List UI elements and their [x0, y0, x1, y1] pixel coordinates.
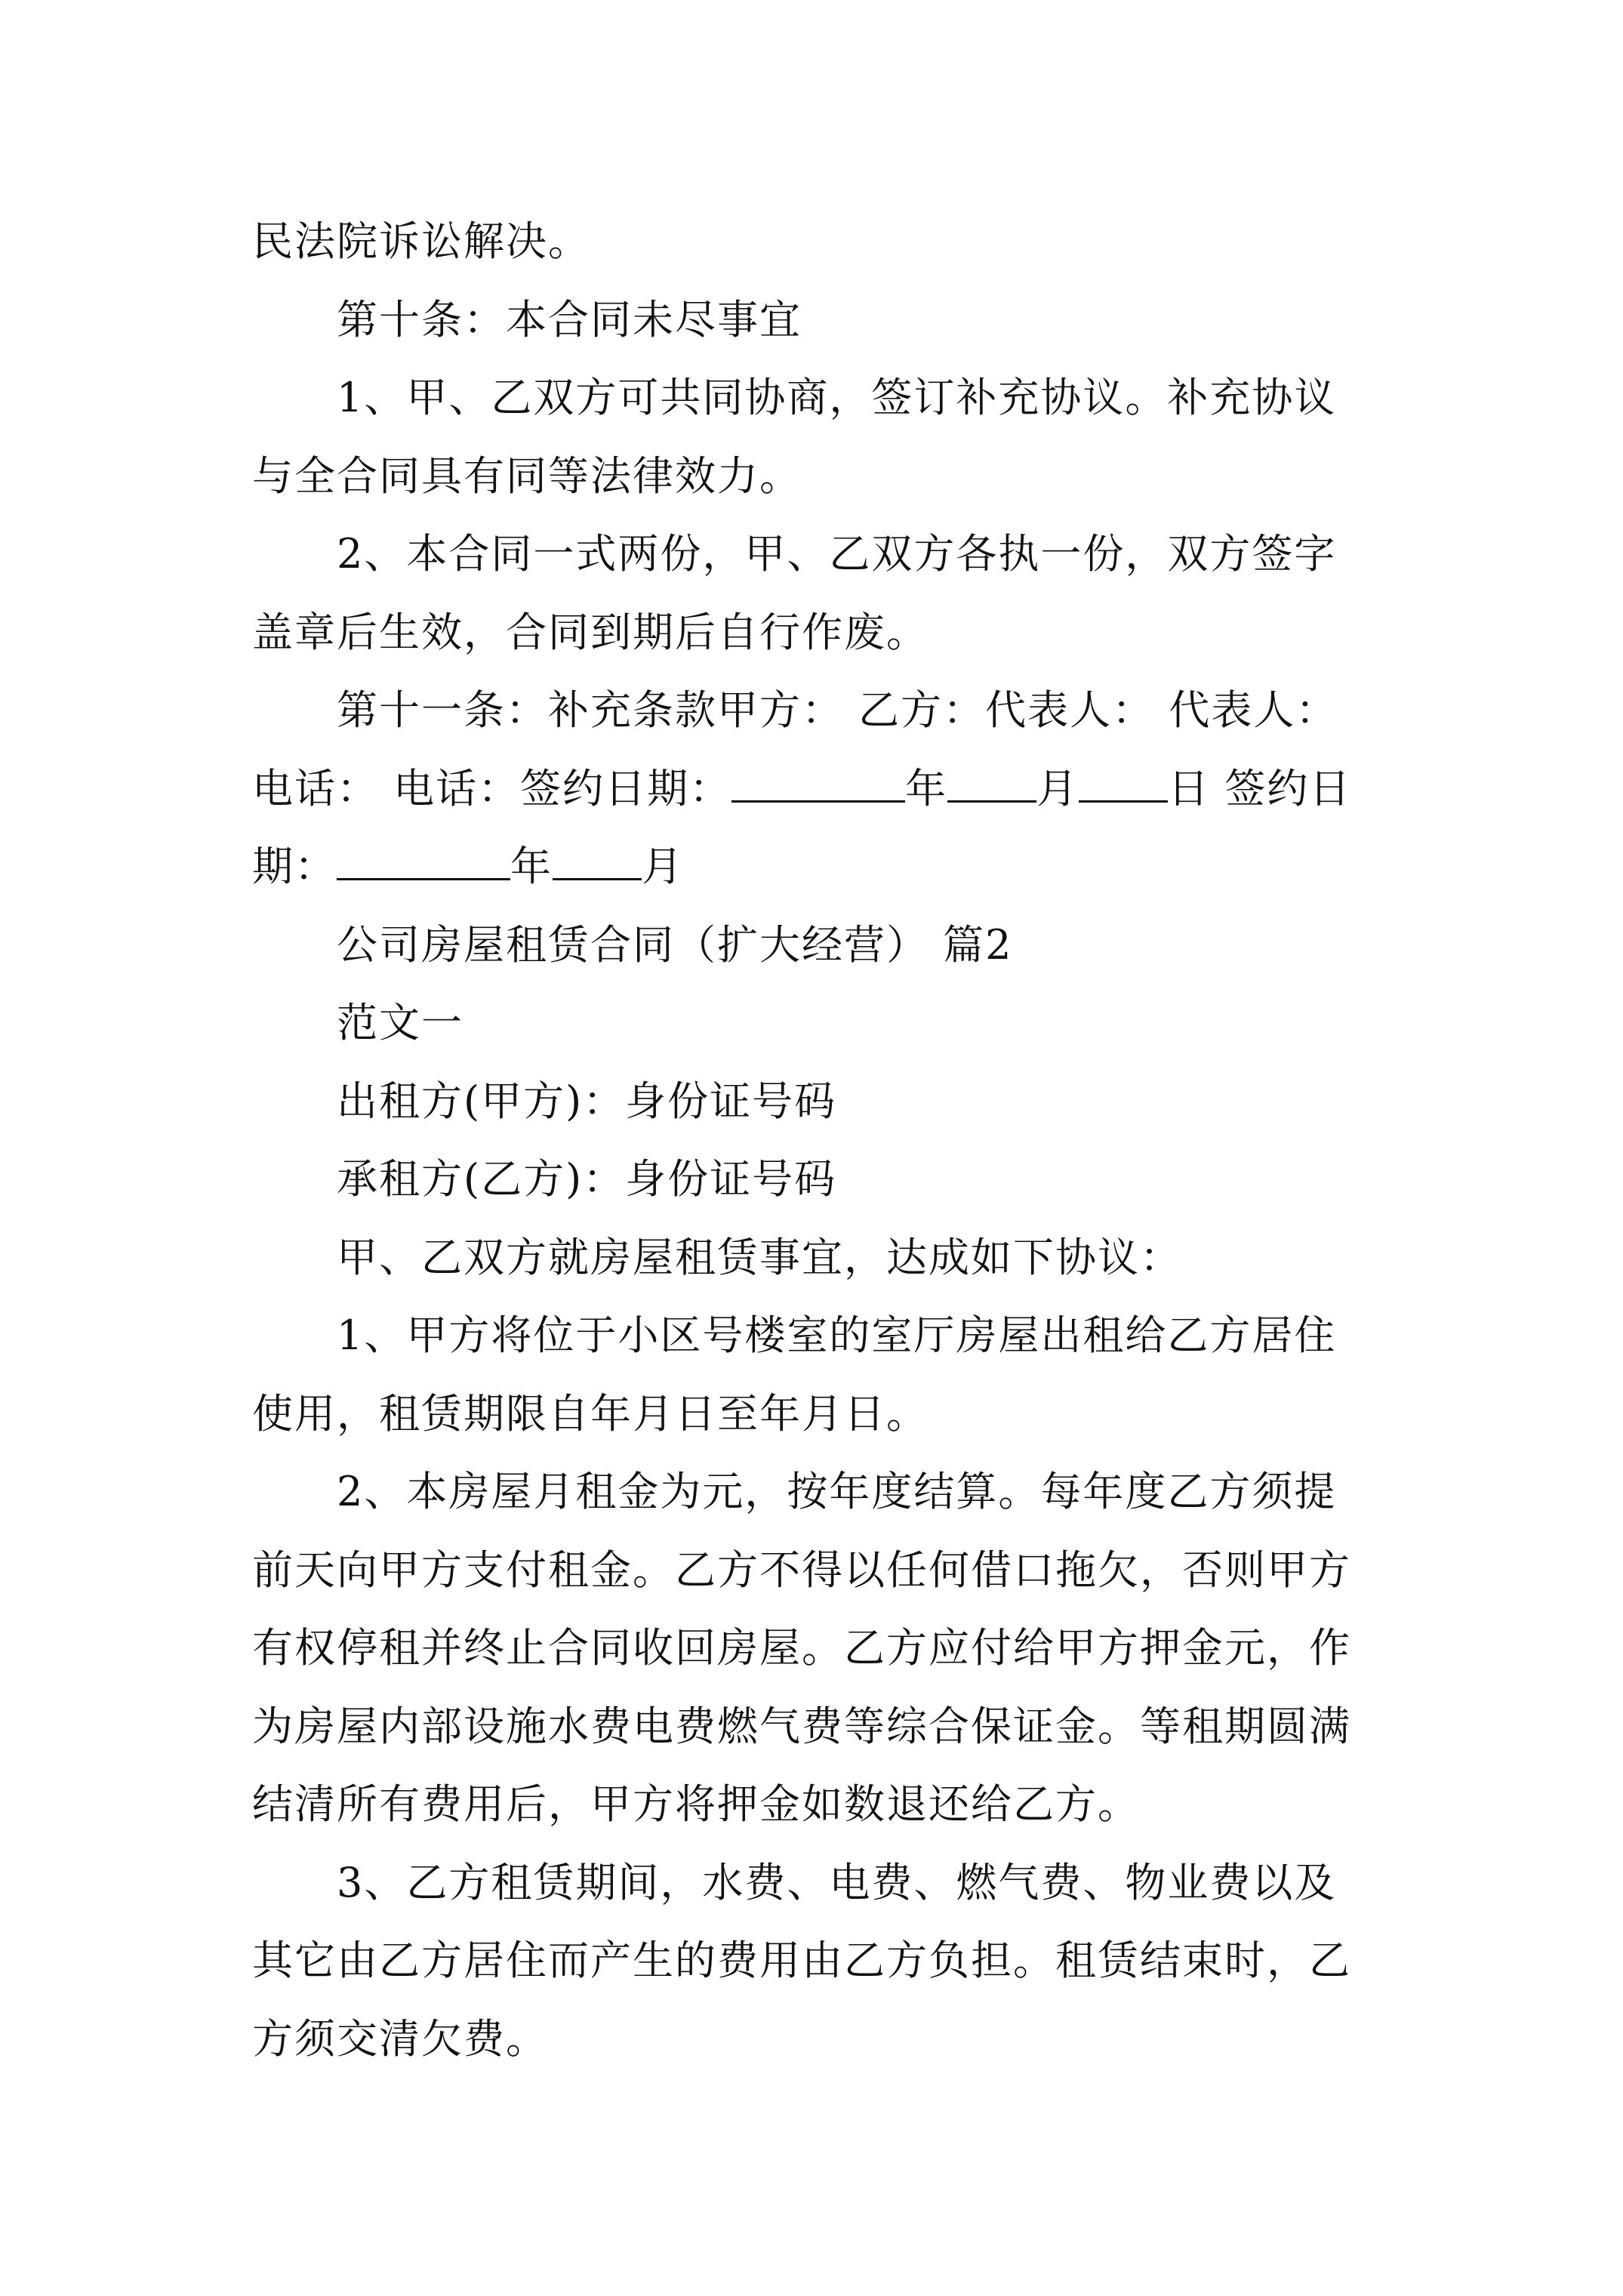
- text-line: 前天向甲方支付租金。乙方不得以任何借口拖欠，否则甲方: [252, 1546, 1351, 1594]
- text-line: 民法院诉讼解决。: [252, 217, 590, 265]
- blank-underline: [1079, 758, 1168, 803]
- section-heading-10: 第十条：本合同未尽事宜: [337, 295, 802, 344]
- text-line: 为房屋内部设施水费电费燃气费等综合保证金。等租期圆满: [252, 1702, 1351, 1750]
- lessor-line: 出租方(甲方)：身份证号码: [337, 1077, 837, 1125]
- blank-underline: [553, 836, 642, 880]
- text-segment: 年: [905, 764, 948, 812]
- text-line: 1、甲方将位于小区号楼室的室厅房屋出租给乙方居住: [337, 1311, 1337, 1359]
- text-line: 方须交清欠费。: [252, 2014, 548, 2063]
- blank-underline: [731, 758, 905, 803]
- blank-underline: [337, 836, 510, 880]
- blank-underline: [947, 758, 1036, 803]
- text-segment: 月: [642, 843, 684, 890]
- text-segment: 期：: [252, 843, 337, 890]
- text-line: 甲、乙双方就房屋租赁事宜，达成如下协议：: [337, 1233, 1182, 1281]
- text-line: 有权停租并终止合同收回房屋。乙方应付给甲方押金元，作: [252, 1624, 1351, 1672]
- text-line: 3、乙方租赁期间，水费、电费、燃气费、物业费以及: [337, 1858, 1337, 1906]
- text-segment: 电话： 电话：签约日期：: [252, 764, 732, 812]
- text-segment: 日 签约日: [1168, 764, 1352, 812]
- signing-date-line: [252, 750, 1400, 828]
- lessee-line: 承租方(乙方)：身份证号码: [337, 1155, 837, 1203]
- document-body: [252, 202, 1400, 2078]
- text-segment: 年: [510, 843, 553, 890]
- text-line: 使用，租赁期限自年月日至年月日。: [252, 1389, 929, 1438]
- text-line: 结清所有费用后，甲方将押金如数退还给乙方。: [252, 1780, 1140, 1828]
- text-line: 盖章后生效，合同到期后自行作废。: [252, 608, 929, 656]
- text-line: 2、本合同一式两份，甲、乙双方各执一份，双方签字: [337, 530, 1337, 578]
- signing-date-line-2: [252, 827, 1400, 906]
- sample-heading: 范文一: [337, 999, 463, 1046]
- text-line: 2、本房屋月租金为元，按年度结算。每年度乙方须提: [337, 1468, 1337, 1515]
- text-segment: 月: [1036, 764, 1079, 812]
- text-line: 与全合同具有同等法律效力。: [252, 451, 802, 500]
- text-line: 1、甲、乙双方可共同协商，签订补充协议。补充协议: [337, 374, 1337, 421]
- section-heading-11: 第十一条：补充条款甲方： 乙方：代表人： 代表人：: [337, 686, 1338, 734]
- document-title: 公司房屋租赁合同（扩大经营） 篇2: [337, 920, 1013, 969]
- text-line: 其它由乙方居住而产生的费用由乙方负担。租赁结束时，乙: [252, 1937, 1351, 1984]
